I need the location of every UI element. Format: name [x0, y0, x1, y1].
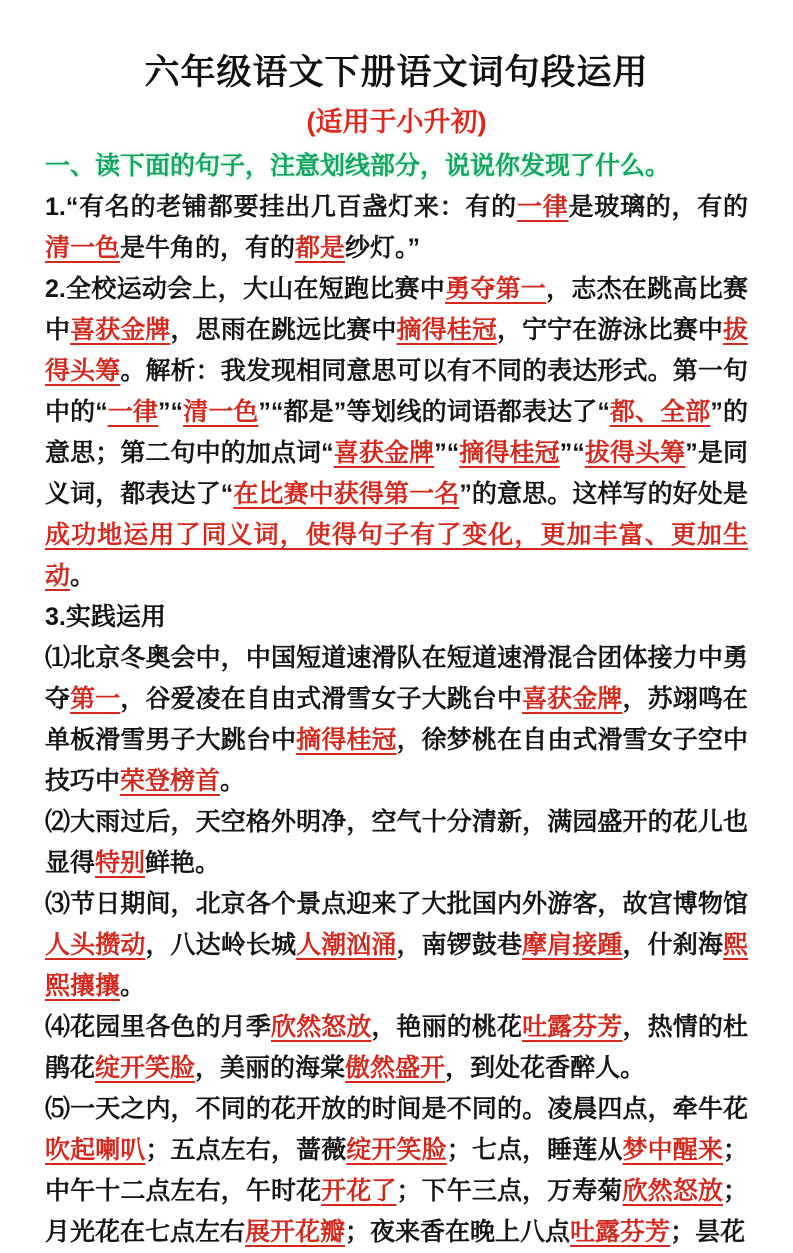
- page-subtitle: (适用于小升初): [306, 107, 487, 137]
- text-segment: ，苏翊鸣在单板滑雪男子大跳台中: [45, 685, 748, 754]
- highlighted-phrase: 熙熙攘攘: [45, 931, 748, 1000]
- text-segment: ，热情的杜鹃花: [45, 1013, 748, 1082]
- text-segment: ”“: [434, 439, 460, 467]
- highlighted-phrase: 都是: [295, 234, 346, 262]
- text-segment: ，到处花香醉人。: [445, 1054, 646, 1082]
- page-title: 六年级语文下册语文词句段运用: [144, 53, 649, 92]
- paragraph: [45, 884, 748, 1007]
- highlighted-phrase: 一律: [516, 193, 569, 221]
- highlighted-phrase: 喜获金牌: [522, 685, 623, 713]
- highlighted-phrase: 拔得头筹: [584, 439, 686, 467]
- highlighted-phrase: 摘得桂冠: [296, 726, 397, 754]
- text-segment: ⑸一天之内，不同的花开放的时间是不同的。凌晨四点，牵牛花: [45, 1095, 748, 1123]
- text-segment: ”是同义词，都表达了“: [45, 439, 748, 508]
- text-segment: ，八达岭长城: [145, 931, 297, 959]
- highlighted-phrase: 欣然怒放: [270, 1013, 372, 1041]
- highlighted-phrase: 拔得头筹: [45, 316, 748, 385]
- text-segment: 。: [220, 767, 246, 795]
- paragraph: [45, 1007, 748, 1089]
- text-segment: ⑶节日期间，北京各个景点迎来了大批国内外游客，故宫博物馆: [45, 890, 748, 918]
- text-segment: 2.全校运动会上，大山在短跑比赛中: [45, 275, 446, 303]
- highlighted-phrase: 喜获金牌: [70, 316, 171, 344]
- highlighted-phrase: 展开花瓣: [245, 1218, 346, 1246]
- text-segment: 是玻璃的，有的: [568, 193, 748, 221]
- text-segment: 1.“有名的老铺都要挂出几百盏灯来：有的: [45, 193, 517, 221]
- text-segment: ⑷花园里各色的月季: [45, 1013, 271, 1041]
- text-segment: ”“都是”等划线的词语都表达了“: [258, 398, 610, 426]
- text-segment: ，志杰在跳高比赛中: [45, 275, 748, 344]
- highlighted-phrase: 特别: [95, 849, 146, 877]
- highlighted-phrase: 绽开笑脸: [346, 1136, 447, 1164]
- text-segment: 纱灯。”: [345, 234, 421, 262]
- text-segment: 鲜艳。: [145, 849, 221, 877]
- highlighted-phrase: 人潮汹涌: [296, 931, 397, 959]
- highlighted-phrase: 梦中醒来: [622, 1136, 723, 1164]
- highlighted-phrase: 人头攒动: [45, 931, 146, 959]
- text-segment: ，谷爱凌在自由式滑雪女子大跳台中: [120, 685, 523, 713]
- text-segment: ；月光花在七点左右: [45, 1177, 748, 1246]
- highlighted-phrase: 清一色: [45, 234, 121, 262]
- highlighted-phrase: 开花了: [321, 1177, 397, 1205]
- text-segment: ，宁宁在游泳比赛中: [496, 316, 723, 344]
- text-segment: ；七点，睡莲从: [446, 1136, 623, 1164]
- text-segment: ，艳丽的桃花: [371, 1013, 523, 1041]
- paragraph: [45, 269, 748, 597]
- text-segment: 。: [70, 562, 96, 590]
- highlighted-phrase: 吐露芬芳: [522, 1013, 623, 1041]
- highlighted-phrase: 成功地运用了同义词，使得句子有了变化，更加丰富、更加生动: [45, 521, 748, 590]
- paragraph: [45, 802, 748, 884]
- text-segment: ，徐梦桃在自由式滑雪女子空中技巧中: [45, 726, 748, 795]
- document-body: [45, 187, 748, 1253]
- text-segment: ”“: [559, 439, 585, 467]
- bold-text: 3.实践运用: [45, 603, 166, 631]
- text-segment: ，思雨在跳远比赛中: [170, 316, 397, 344]
- text-segment: ；夜来香在晚上八点: [345, 1218, 571, 1246]
- highlighted-phrase: 吹起喇叭: [45, 1136, 146, 1164]
- paragraph: [45, 597, 748, 638]
- text-segment: ；下午三点，万寿菊: [396, 1177, 623, 1205]
- paragraph: [45, 1089, 748, 1253]
- text-segment: ⑴北京冬奥会中，中国短道速滑队在短道速滑混合团体接力中勇夺: [45, 644, 748, 713]
- text-segment: ”的意思；第二句中的加点词“: [45, 398, 748, 467]
- text-segment: 。解析：我发现相同意思可以有不同的表达形式。第一句中的“: [45, 357, 748, 426]
- highlighted-phrase: 吐露芬芳: [570, 1218, 671, 1246]
- highlighted-phrase: 喜获金牌: [333, 439, 435, 467]
- highlighted-phrase: 清一色: [183, 398, 259, 426]
- highlighted-phrase: 勇夺第一: [445, 275, 547, 303]
- text-segment: 。: [120, 972, 146, 1000]
- highlighted-phrase: 荣登榜首: [120, 767, 221, 795]
- text-segment: ，什刹海: [622, 931, 723, 959]
- text-segment: ；昙花: [670, 1218, 746, 1246]
- highlighted-phrase: 欣然怒放: [622, 1177, 723, 1205]
- text-segment: ⑵大雨过后，天空格外明净，空气十分清新，满园盛开的花儿也显得: [45, 808, 748, 877]
- paragraph: [45, 638, 748, 802]
- paragraph: [45, 187, 748, 269]
- highlighted-phrase: 都、全部: [609, 398, 711, 426]
- text-segment: ”的意思。这样写的好处是: [459, 480, 748, 508]
- text-segment: ”“: [158, 398, 184, 426]
- text-segment: ；中午十二点左右，午时花: [45, 1136, 748, 1205]
- highlighted-phrase: 摘得桂冠: [396, 316, 497, 344]
- highlighted-phrase: 第一: [70, 685, 121, 713]
- highlighted-phrase: 在比赛中获得第一名: [233, 480, 460, 508]
- section-one-heading: 一、读下面的句子，注意划线部分，说说你发现了什么。: [45, 152, 671, 180]
- highlighted-phrase: 傲然盛开: [345, 1054, 446, 1082]
- text-segment: ；五点左右，蔷薇: [145, 1136, 347, 1164]
- highlighted-phrase: 一律: [107, 398, 159, 426]
- text-segment: ，美丽的海棠: [195, 1054, 346, 1082]
- highlighted-phrase: 绽开笑脸: [95, 1054, 196, 1082]
- highlighted-phrase: 摘得桂冠: [459, 439, 560, 467]
- text-segment: ，南锣鼓巷: [396, 931, 523, 959]
- text-segment: 是牛角的，有的: [120, 234, 296, 262]
- highlighted-phrase: 摩肩接踵: [522, 931, 623, 959]
